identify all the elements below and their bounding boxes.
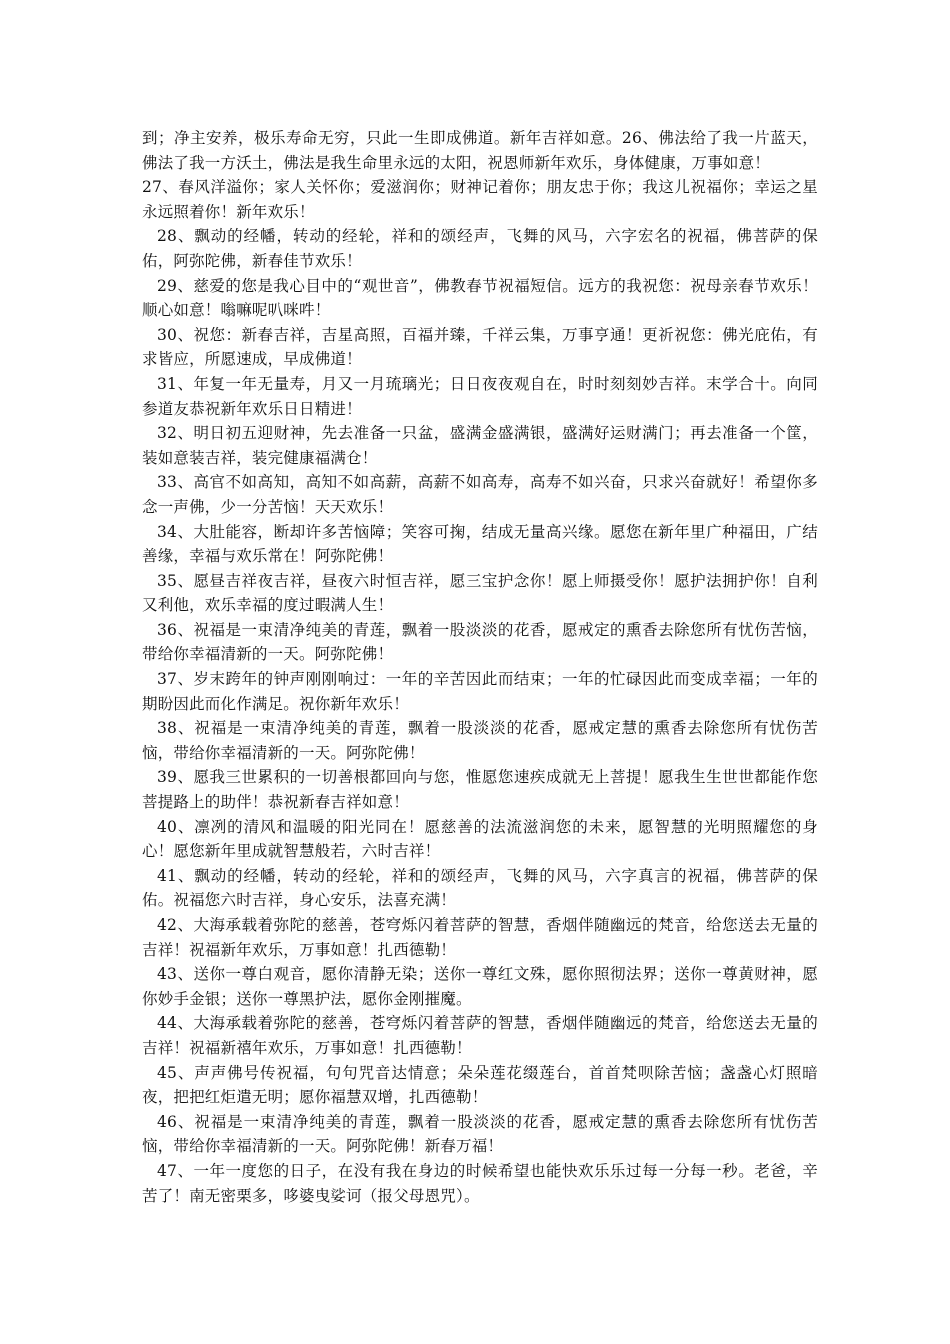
paragraph-46: 46、祝福是一束清净纯美的青莲，飘着一股淡淡的花香，愿戒定慧的熏香去除您所有忧伤苦恼，带给你幸福清新的一天。阿弥陀佛！新春万福！ — [142, 1112, 818, 1156]
paragraph-30: 30、祝您：新春吉祥，吉星高照，百福并臻，千祥云集，万事亨通！更祈祝您：佛光庇佑，有求皆应，所愿速成，早成佛道！ — [142, 325, 818, 369]
paragraph-43: 43、送你一尊白观音，愿你清静无染；送你一尊红文殊，愿你照彻法界；送你一尊黄财神，愿你妙手金银；送你一尊黑护法，愿你金刚摧魔。 — [142, 965, 818, 1008]
paragraph-29: 29、慈爱的您是我心目中的“观世音”，佛教春节祝福短信。远方的我祝您：祝母亲春节欢乐！顺心如意！嗡嘛呢叭咪吽！ — [142, 276, 818, 320]
paragraph-45: 45、声声佛号传祝福，句句咒音达情意；朵朵莲花缀莲台，首首梵呗除苦恼；盏盏心灯照暗夜，把把红炬遣无明；愿你福慧双增，扎西德勒！ — [142, 1063, 818, 1107]
paragraph-47: 47、一年一度您的日子，在没有我在身边的时候希望也能快欢乐乐过每一分每一秒。老爸，辛苦了！南无密栗多，哆婆曳娑诃（报父母恩咒）。 — [142, 1161, 818, 1205]
paragraph-28: 28、飘动的经幡，转动的经轮，祥和的颂经声，飞舞的风马，六字宏名的祝福，佛菩萨的保佑，阿弥陀佛，新春佳节欢乐！ — [142, 227, 818, 270]
paragraph-continuation: 到；净主安养，极乐寿命无穷，只此一生即成佛道。新年吉祥如意。26、佛法给了我一片蓝天，佛法了我一方沃土，佛法是我生命里永远的太阳，祝恩师新年欢乐，身体健康，万事如意！ — [142, 129, 818, 172]
paragraph-32: 32、明日初五迎财神，先去准备一只盆，盛满金盛满银，盛满好运财满门；再去准备一个筐，装如意装吉祥，装完健康福满仓！ — [142, 424, 818, 467]
paragraph-27: 27、春风洋溢你；家人关怀你；爱滋润你；财神记着你；朋友忠于你；我这儿祝福你；幸运之星永远照着你！新年欢乐！ — [142, 178, 818, 221]
paragraph-40: 40、凛冽的清风和温暖的阳光同在！愿慈善的法流滋润您的未来，愿智慧的光明照耀您的身心！愿您新年里成就智慧般若，六时吉祥！ — [142, 817, 818, 861]
paragraph-42: 42、大海承载着弥陀的慈善，苍穹烁闪着菩萨的智慧，香烟伴随幽远的梵音，给您送去无量的吉祥！祝福新年欢乐，万事如意！扎西德勒！ — [142, 916, 818, 959]
paragraph-41: 41、飘动的经幡，转动的经轮，祥和的颂经声，飞舞的风马，六字真言的祝福，佛菩萨的保佑。祝福您六时吉祥，身心安乐，法喜充满！ — [142, 866, 818, 910]
paragraph-34: 34、大肚能容，断却许多苦恼障；笑容可掬，结成无量高兴缘。愿您在新年里广种福田，广结善缘，幸福与欢乐常在！阿弥陀佛！ — [142, 522, 818, 566]
paragraph-35: 35、愿昼吉祥夜吉祥，昼夜六时恒吉祥，愿三宝护念你！愿上师摄受你！愿护法拥护你！自利又利他，欢乐幸福的度过暇满人生！ — [142, 571, 818, 615]
paragraph-37: 37、岁末跨年的钟声刚刚响过：一年的辛苦因此而结束；一年的忙碌因此而变成幸福；一年的期盼因此而化作满足。祝你新年欢乐！ — [142, 670, 818, 713]
paragraph-31: 31、年复一年无量寿，月又一月琉璃光；日日夜夜观自在，时时刻刻妙吉祥。末学合十。向同参道友恭祝新年欢乐日日精进！ — [142, 374, 818, 418]
paragraph-33: 33、高官不如高知，高知不如高薪，高薪不如高寿，高寿不如兴奋，只求兴奋就好！希望你多念一声佛，少一分苦恼！天天欢乐！ — [142, 473, 818, 516]
document-page — [142, 126, 818, 1208]
paragraph-39: 39、愿我三世累积的一切善根都回向与您，惟愿您速疾成就无上菩提！愿我生生世世都能作您菩提路上的助伴！恭祝新春吉祥如意！ — [142, 768, 818, 812]
paragraph-38: 38、祝福是一束清净纯美的青莲，飘着一股淡淡的花香，愿戒定慧的熏香去除您所有忧伤苦恼，带给你幸福清新的一天。阿弥陀佛！ — [142, 719, 818, 762]
paragraph-36: 36、祝福是一束清净纯美的青莲，飘着一股淡淡的花香，愿戒定的熏香去除您所有忧伤苦恼，带给你幸福清新的一天。阿弥陀佛！ — [142, 620, 818, 664]
paragraph-44: 44、大海承载着弥陀的慈善，苍穹烁闪着菩萨的智慧，香烟伴随幽远的梵音，给您送去无量的吉祥！祝福新禧年欢乐，万事如意！扎西德勒！ — [142, 1014, 818, 1057]
